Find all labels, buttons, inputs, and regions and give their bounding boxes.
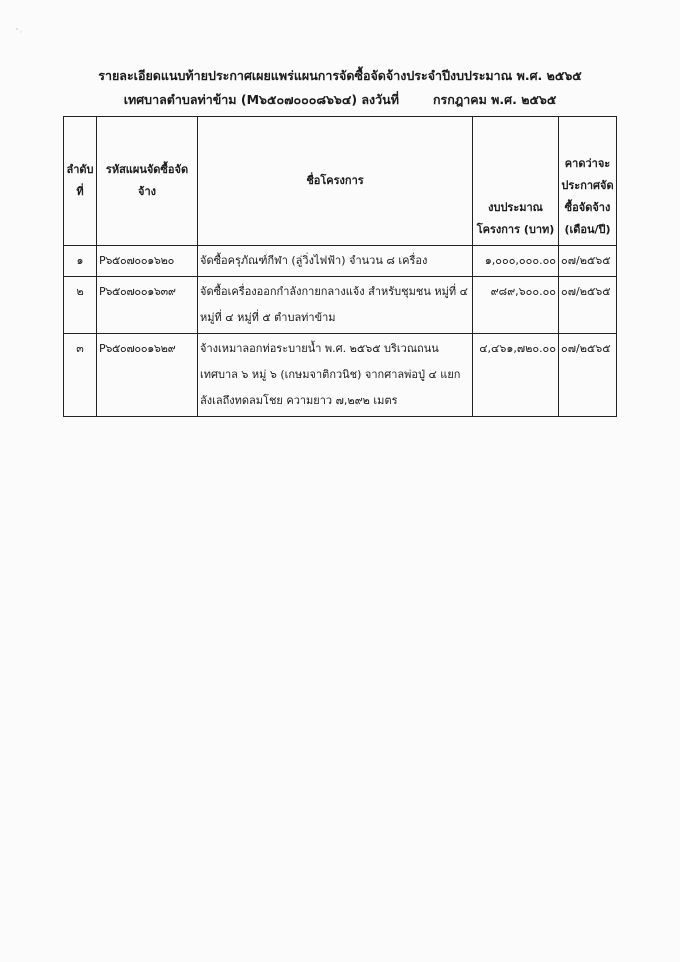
subtitle-date: กรกฎาคม พ.ศ. ๒๕๖๕ bbox=[432, 92, 557, 107]
header-no: ลำดับที่ bbox=[64, 117, 97, 246]
document-subtitle bbox=[0, 90, 680, 110]
table-row bbox=[64, 334, 617, 417]
cell-no: ๑ bbox=[64, 246, 97, 277]
cell-expected: ๐๗/๒๕๖๕ bbox=[559, 246, 617, 277]
cell-code: P๖๕๐๗๐๐๑๖๒๙ bbox=[97, 334, 198, 417]
table-row bbox=[64, 246, 617, 277]
cell-expected: ๐๗/๒๕๖๕ bbox=[559, 277, 617, 334]
cell-code: P๖๕๐๗๐๐๑๖๓๙ bbox=[97, 277, 198, 334]
document-title: รายละเอียดแนบท้ายประกาศเผยแพร่แผนการจัดซื้อจัดจ้างประจำปีงบประมาณ พ.ศ. ๒๕๖๕ bbox=[98, 68, 582, 83]
cell-budget: ๔,๔๖๑,๗๒๐.๐๐ bbox=[473, 334, 559, 417]
procurement-plan-table bbox=[63, 116, 617, 417]
cell-budget: ๑,๐๐๐,๐๐๐.๐๐ bbox=[473, 246, 559, 277]
cell-no: ๒ bbox=[64, 277, 97, 334]
cell-budget: ๙๘๙,๖๐๐.๐๐ bbox=[473, 277, 559, 334]
header-budget: งบประมาณโครงการ (บาท) bbox=[473, 117, 559, 246]
cell-expected: ๐๗/๒๕๖๕ bbox=[559, 334, 617, 417]
header-name: ชื่อโครงการ bbox=[198, 117, 473, 246]
table-row bbox=[64, 277, 617, 334]
table-header-row bbox=[64, 117, 617, 246]
cell-name: จัดซื้อเครื่องออกกำลังกายกลางแจ้ง สำหรับชุมชน หมู่ที่ ๔ หมู่ที่ ๔ หมู่ที่ ๕ ตำบลท่าข้าม bbox=[198, 277, 473, 334]
cell-no: ๓ bbox=[64, 334, 97, 417]
cell-code: P๖๕๐๗๐๐๑๖๒๐ bbox=[97, 246, 198, 277]
cell-name: จ้างเหมาลอกท่อระบายน้ำ พ.ศ. ๒๕๖๕ บริเวณถนนเทศบาล ๖ หมู่ ๖ (เกษมจาติกวนิช) จากศาลพ่อปู่ ๔ แยกลังเลถึงทดลมโชย ความยาว ๗,๒๙๒ เมตร bbox=[198, 334, 473, 417]
header-expected: คาดว่าจะประกาศจัดซื้อจัดจ้าง (เดือน/ปี) bbox=[559, 117, 617, 246]
scan-speck-icon bbox=[14, 26, 24, 36]
cell-name: จัดซื้อครุภัณฑ์กีฬา (ลู่วิ่งไฟฟ้า) จำนวน ๘ เครื่อง bbox=[198, 246, 473, 277]
subtitle-organization: เทศบาลตำบลท่าข้าม (M๖๕๐๗๐๐๐๘๖๖๔) ลงวันที่ bbox=[123, 92, 399, 107]
header-code: รหัสแผนจัดซื้อจัดจ้าง bbox=[97, 117, 198, 246]
